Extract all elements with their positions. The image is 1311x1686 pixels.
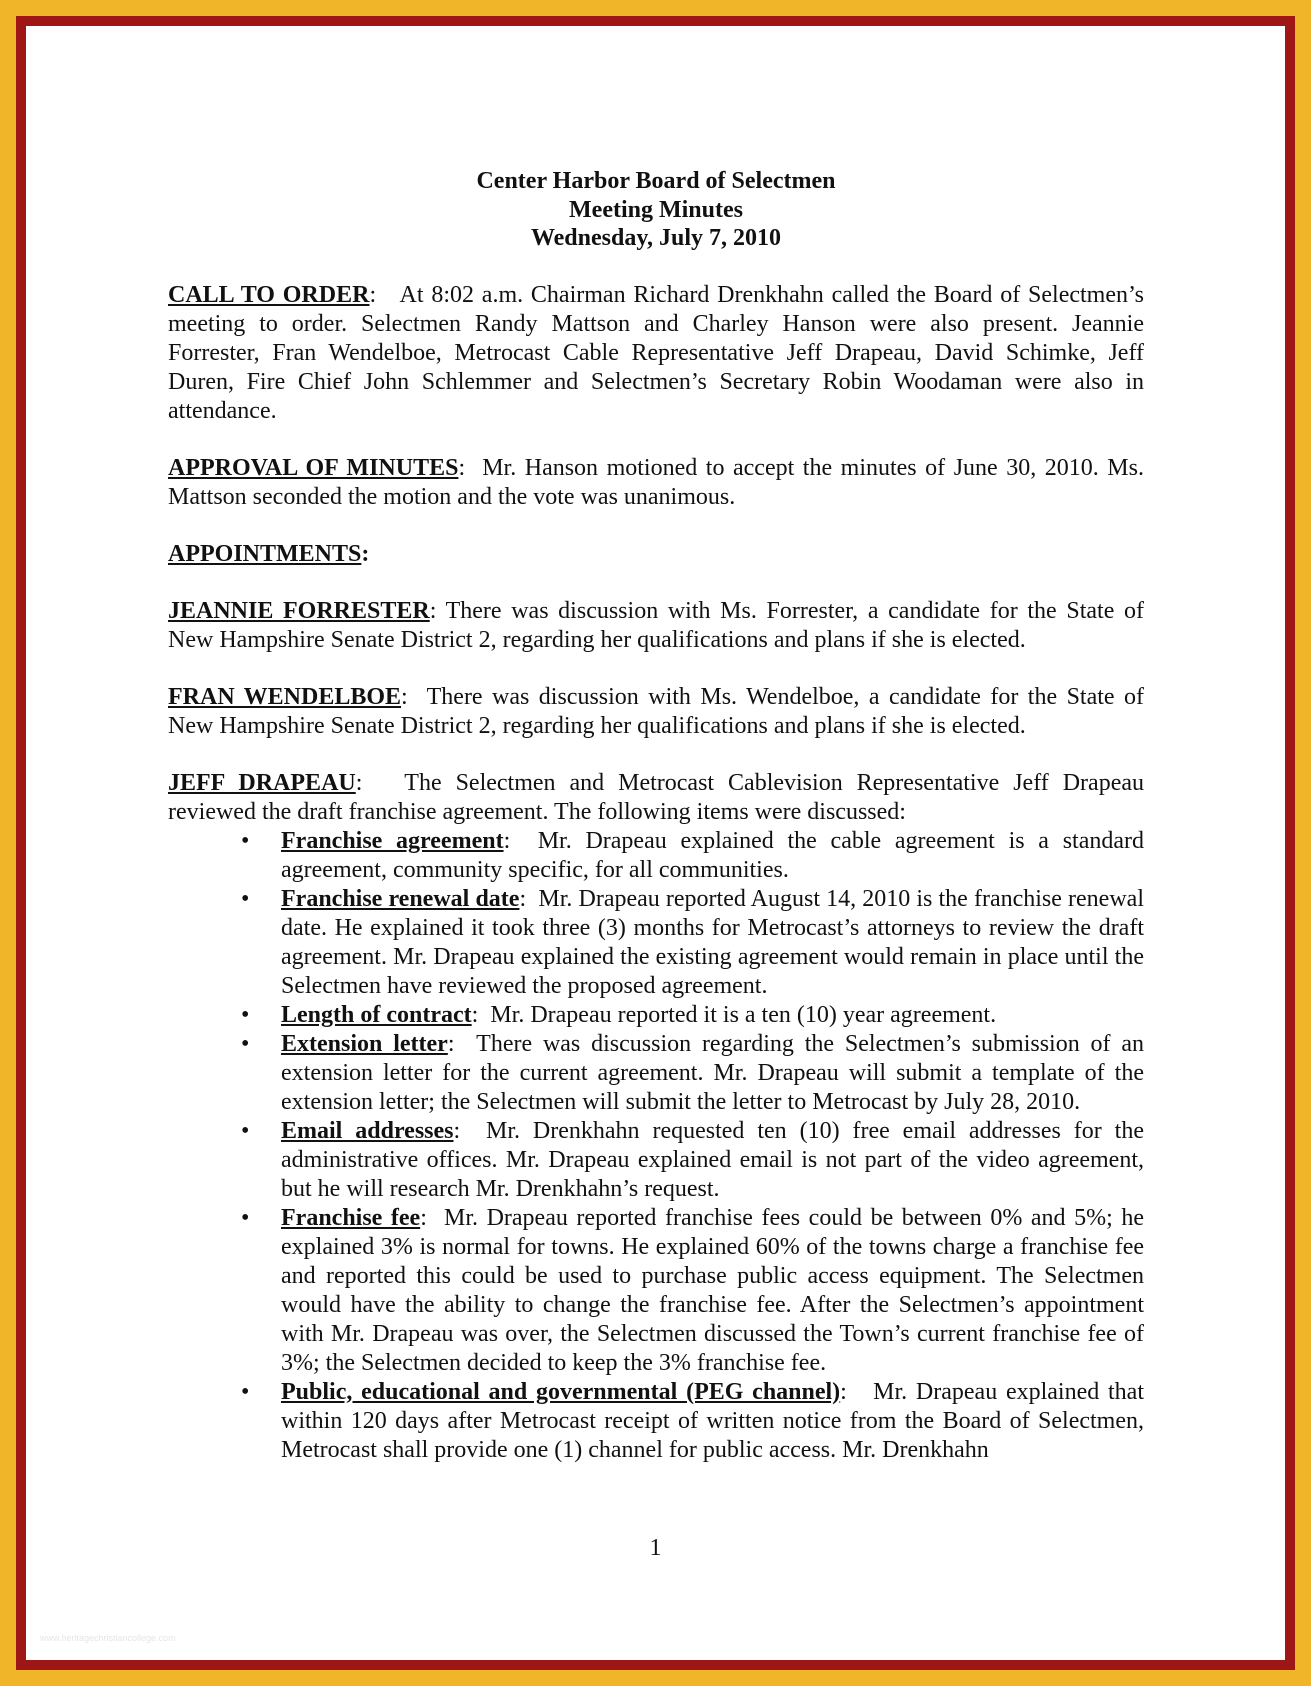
bullet-icon: • — [241, 1204, 250, 1231]
wendelboe-paragraph: FRAN WENDELBOE: There was discussion with Ms. Wendelboe, a candidate for the State of New Hampshire Senate District 2, regarding her qualifications and plans if she is elected. — [168, 683, 1145, 739]
item-text: Mr. Drapeau reported franchise fees could be between 0% and 5%; he explained 3% is normal for towns. He explained 60% of the towns charge a franchise fee and reported this could be used to purchase public access equipment. The Selectmen would have the ability to change the franchise fee. After the Selectmen’s appointment with Mr. Drapeau was over, the Selectmen discussed the Town’s current franchise fee of 3%; the Selectmen decided to keep the 3% franchise fee. — [281, 1204, 1144, 1376]
item-text: Mr. Drenkhahn requested ten (10) free email addresses for the administrative offices. Mr. Drapeau explained email is not part of the video agreement, but he will research Mr. Drenkhahn’s request. — [281, 1117, 1144, 1202]
item-text: There was discussion regarding the Selectmen’s submission of an extension letter for the current agreement. Mr. Drapeau will submit a template of the extension letter; the Selectmen will submit the letter to Metrocast by July 28, 2010. — [281, 1030, 1145, 1115]
wendelboe-label: FRAN WENDELBOE — [168, 683, 402, 710]
drapeau-text: The Selectmen and Metrocast Cablevision Representative Jeff Drapeau reviewed the draft franchise agreement. The following items were discussed: — [168, 769, 1145, 825]
list-item: • Public, educational and governmental (PEG channel): Mr. Drapeau explained that within 120 days after Metrocast receipt of written notice from the Board of Selectmen, Metrocast shall provide one (1) channel for public access. Mr. Drenkhahn — [241, 1378, 1144, 1463]
list-item: • Franchise fee: Mr. Drapeau reported franchise fees could be between 0% and 5%; he explained 3% is normal for towns. He explained 60% of the towns charge a franchise fee and reported this could be used to purchase public access equipment. The Selectmen would have the ability to change the franchise fee. After the Selectmen’s appointment with Mr. Drapeau was over, the Selectmen discussed the Town’s current franchise fee of 3%; the Selectmen decided to keep the 3% franchise fee. — [241, 1204, 1144, 1376]
approval-text: Mr. Hanson motioned to accept the minutes of June 30, 2010. Ms. Mattson seconded the motion and the vote was unanimous. — [168, 454, 1144, 510]
item-label: Franchise agreement — [281, 827, 504, 854]
list-item: • Email addresses: Mr. Drenkhahn requested ten (10) free email addresses for the administrative offices. Mr. Drapeau explained email is not part of the video agreement, but he will research Mr. Drenkhahn’s request. — [241, 1117, 1144, 1202]
item-label: Email addresses — [281, 1117, 454, 1144]
bullet-icon: • — [241, 1117, 250, 1144]
list-item: • Franchise renewal date: Mr. Drapeau reported August 14, 2010 is the franchise renewal date. He explained it took three (3) months for Metrocast’s attorneys to review the draft agreement. Mr. Drapeau explained the existing agreement would remain in place until the Selectmen have reviewed the proposed agreement. — [241, 885, 1144, 999]
item-text: Mr. Drapeau explained the cable agreement is a standard agreement, community specific, for all communities. — [281, 827, 1144, 883]
list-item: • Length of contract: Mr. Drapeau reported it is a ten (10) year agreement. — [241, 1001, 997, 1028]
drapeau-label: JEFF DRAPEAU — [168, 769, 356, 796]
list-item: • Franchise agreement: Mr. Drapeau explained the cable agreement is a standard agreement, community specific, for all communities. — [241, 827, 1144, 883]
item-text: Mr. Drapeau reported it is a ten (10) year agreement. — [490, 1001, 997, 1028]
forrester-paragraph: JEANNIE FORRESTER: There was discussion with Ms. Forrester, a candidate for the State of New Hampshire Senate District 2, regarding her qualifications and plans if she is elected. — [168, 597, 1144, 653]
item-label: Extension letter — [281, 1030, 448, 1057]
item-label: Franchise fee — [281, 1204, 421, 1231]
item-label: Length of contract — [281, 1001, 472, 1028]
bullet-icon: • — [241, 1001, 250, 1028]
call-to-order-label: CALL TO ORDER — [168, 281, 370, 308]
page-number: 1 — [649, 1535, 662, 1561]
forrester-label: JEANNIE FORRESTER — [168, 597, 430, 624]
list-item: • Extension letter: There was discussion regarding the Selectmen’s submission of an extension letter for the current agreement. Mr. Drapeau will submit a template of the extension letter; the Selectmen will submit the letter to Metrocast by July 28, 2010. — [241, 1030, 1145, 1115]
call-to-order-text: At 8:02 a.m. Chairman Richard Drenkhahn called the Board of Selectmen’s meeting to order. Selectmen Randy Mattson and Charley Hanson were also present. Jeannie Forrester, Fran Wendelboe, Metrocast Cable Representative Jeff Drapeau, David Schimke, Jeff Duren, Fire Chief John Schlemmer and Selectmen’s Secretary Robin Woodaman were also in attendance. — [168, 281, 1144, 424]
drapeau-paragraph: JEFF DRAPEAU: The Selectmen and Metrocast Cablevision Representative Jeff Drapeau reviewed the draft franchise agreement. The following items were discussed: — [168, 769, 1145, 825]
appointments-heading: APPOINTMENTS: — [168, 540, 370, 567]
bullet-icon: • — [241, 885, 250, 912]
item-text: Mr. Drapeau explained that within 120 days after Metrocast receipt of written notice from the Board of Selectmen, Metrocast shall provide one (1) channel for public access. Mr. Drenkhahn — [281, 1378, 1144, 1463]
watermark-text: www.heritagechristiancollege.com — [40, 1633, 176, 1643]
document-page — [168, 167, 1144, 1465]
item-text: Mr. Drapeau reported August 14, 2010 is the franchise renewal date. He explained it took three (3) months for Metrocast’s attorneys to review the draft agreement. Mr. Drapeau explained the existing agreement would remain in place until the Selectmen have reviewed the proposed agreement. — [281, 885, 1144, 999]
appointments-label: APPOINTMENTS — [168, 540, 362, 567]
bullet-icon: • — [241, 1030, 250, 1057]
document-title — [168, 167, 1144, 253]
item-label: Public, educational and governmental (PEG channel) — [281, 1378, 841, 1405]
title-line-1: Center Harbor Board of Selectmen — [476, 168, 836, 194]
title-line-3: Wednesday, July 7, 2010 — [530, 225, 782, 251]
call-to-order-paragraph: CALL TO ORDER: At 8:02 a.m. Chairman Richard Drenkhahn called the Board of Selectmen’s meeting to order. Selectmen Randy Mattson and Charley Hanson were also present. Jeannie Forrester, Fran Wendelboe, Metrocast Cable Representative Jeff Drapeau, David Schimke, Jeff Duren, Fire Chief John Schlemmer and Selectmen’s Secretary Robin Woodaman were also in attendance. — [168, 281, 1144, 424]
bullet-icon: • — [241, 1378, 250, 1405]
item-label: Franchise renewal date — [281, 885, 520, 912]
bullet-icon: • — [241, 827, 250, 854]
forrester-text: There was discussion with Ms. Forrester, a candidate for the State of New Hampshire Senate District 2, regarding her qualifications and plans if she is elected. — [168, 597, 1144, 653]
title-line-2: Meeting Minutes — [569, 196, 743, 223]
approval-paragraph: APPROVAL OF MINUTES: Mr. Hanson motioned to accept the minutes of June 30, 2010. Ms. Mattson seconded the motion and the vote was unanimous. — [168, 454, 1144, 510]
wendelboe-text: There was discussion with Ms. Wendelboe, a candidate for the State of New Hampshire Senate District 2, regarding her qualifications and plans if she is elected. — [168, 683, 1145, 739]
approval-label: APPROVAL OF MINUTES — [168, 454, 459, 481]
discussion-items-list — [168, 827, 1144, 1465]
